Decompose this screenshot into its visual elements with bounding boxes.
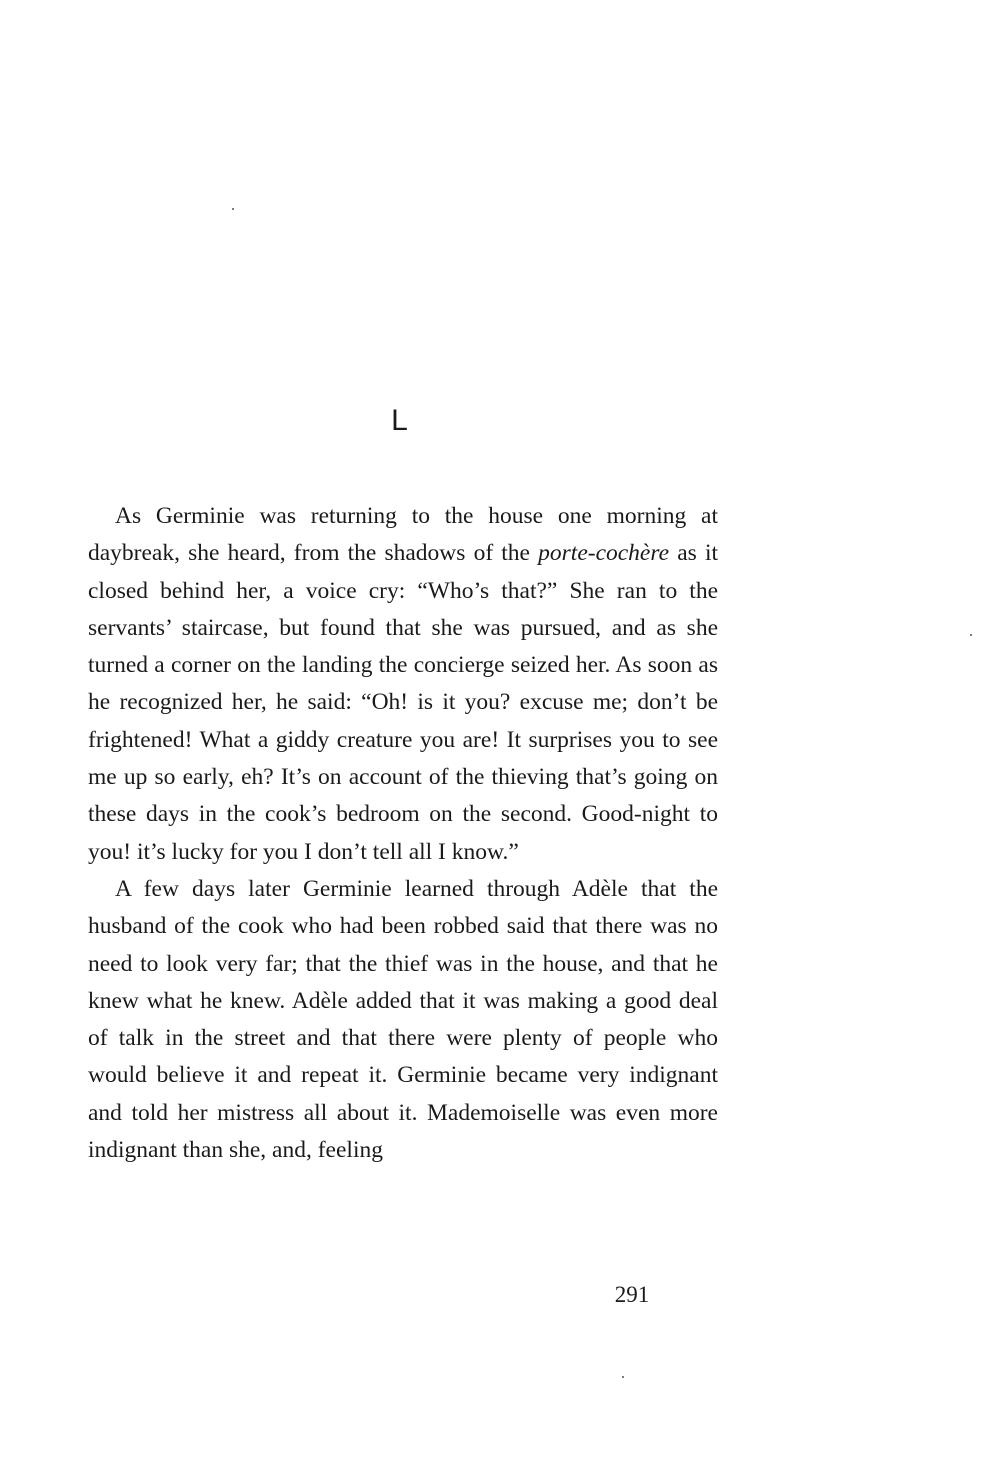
paragraph-text: as it closed behind her, a voice cry: “Who’s that?” She ran to the servants’ staircase, but found that she was pursued, and as she turned a corner on the landing the concierge seized her. As soon as he recognized her, he said: “Oh! is it you? excuse me; don’t be frightened! What a giddy creature you are! It surprises you to see me up so early, eh? It’s on account of the thieving that’s going on these days in the cook’s bedroom on the second. Good-night to you! it’s lucky for you I don’t tell all I know.”	[88, 540, 718, 865]
italic-term: porte-cochère	[538, 540, 670, 567]
paragraph: A few days later Germinie learned through Adèle that the husband of the cook who had been robbed said that there was no need to look very far; that the thief was in the house, and that he knew what he knew. Adèle added that it was making a good deal of talk in the street and that there were plenty of people who would believe it and repeat it. Germinie became very indignant and told her mistress all about it. Mademoiselle was even more indignant than she, and, feeling	[88, 875, 718, 1164]
paragraph-text: As Germinie was returning to the house one morning at daybreak, she heard, from the shadows of the	[88, 503, 718, 567]
page-speck	[622, 1376, 624, 1378]
page-number: 291	[614, 1282, 650, 1307]
chapter-body	[88, 498, 718, 1169]
page-speck	[970, 634, 972, 636]
page-speck	[232, 208, 234, 210]
paragraph	[88, 498, 718, 871]
chapter-heading: L	[391, 404, 409, 437]
